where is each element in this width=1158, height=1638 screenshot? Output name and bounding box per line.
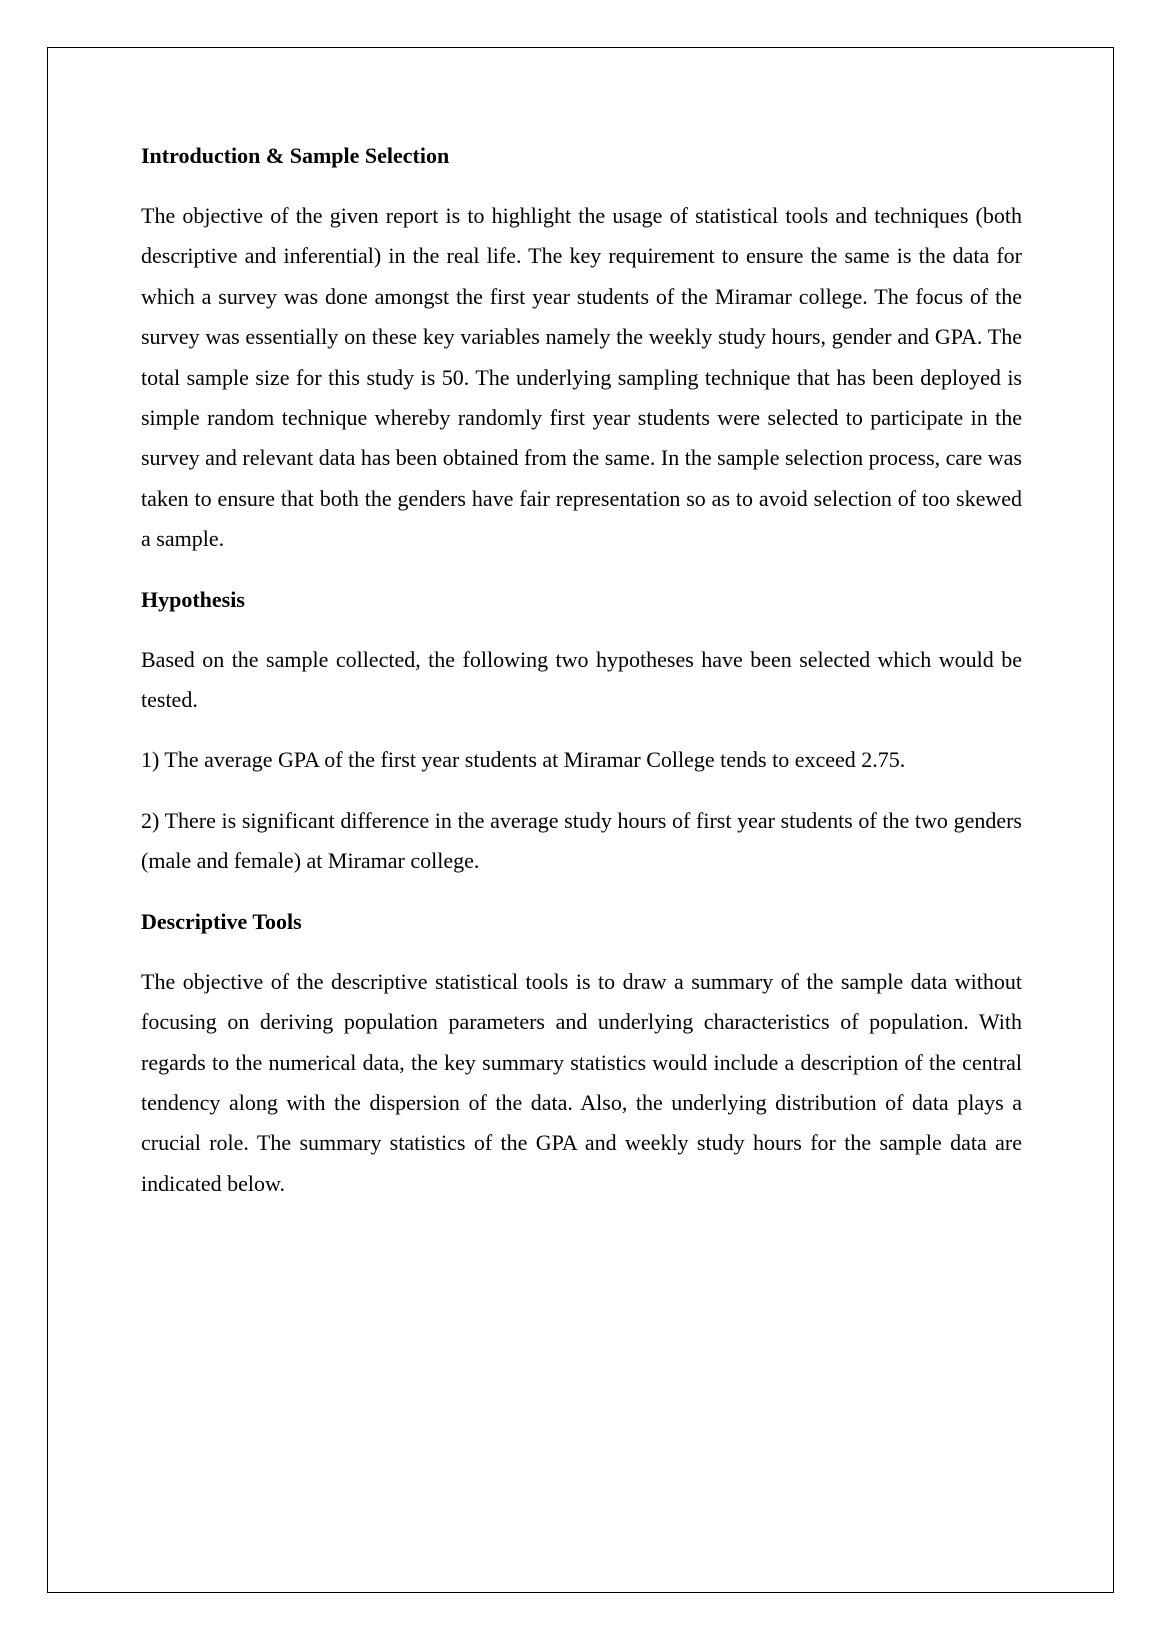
paragraph-hypothesis-intro: Based on the sample collected, the following two hypotheses have been selected which would be tested.: [141, 646, 1022, 713]
document-body: [141, 136, 1022, 1224]
paragraph-hypothesis-1: 1) The average GPA of the first year students at Miramar College tends to exceed 2.75.: [141, 747, 906, 773]
section-heading-hypothesis: Hypothesis: [141, 586, 245, 612]
paragraph-introduction: The objective of the given report is to highlight the usage of statistical tools and techniques (both descriptive and inferential) in the real life. The key requirement to ensure the same is the data for which a survey was done amongst the first year students of the Miramar college. The focus of the survey was essentially on these key variables namely the weekly study hours, gender and GPA. The total sample size for this study is 50. The underlying sampling technique that has been deployed is simple random technique whereby randomly first year students were selected to participate in the survey and relevant data has been obtained from the same. In the sample selection process, care was taken to ensure that both the genders have fair representation so as to avoid selection of too skewed a sample.: [141, 203, 1022, 552]
paragraph-hypothesis-2: 2) There is significant difference in the average study hours of first year students of the two genders (male and female) at Miramar college.: [141, 807, 1022, 874]
section-heading-introduction: Introduction & Sample Selection: [141, 143, 450, 168]
paragraph-descriptive-tools: The objective of the descriptive statistical tools is to draw a summary of the sample data without focusing on deriving population parameters and underlying characteristics of population. With regards to the numerical data, the key summary statistics would include a description of the central tendency along with the dispersion of the data. Also, the underlying distribution of data plays a crucial role. The summary statistics of the GPA and weekly study hours for the sample data are indicated below.: [141, 968, 1022, 1196]
section-heading-descriptive-tools: Descriptive Tools: [141, 908, 302, 934]
